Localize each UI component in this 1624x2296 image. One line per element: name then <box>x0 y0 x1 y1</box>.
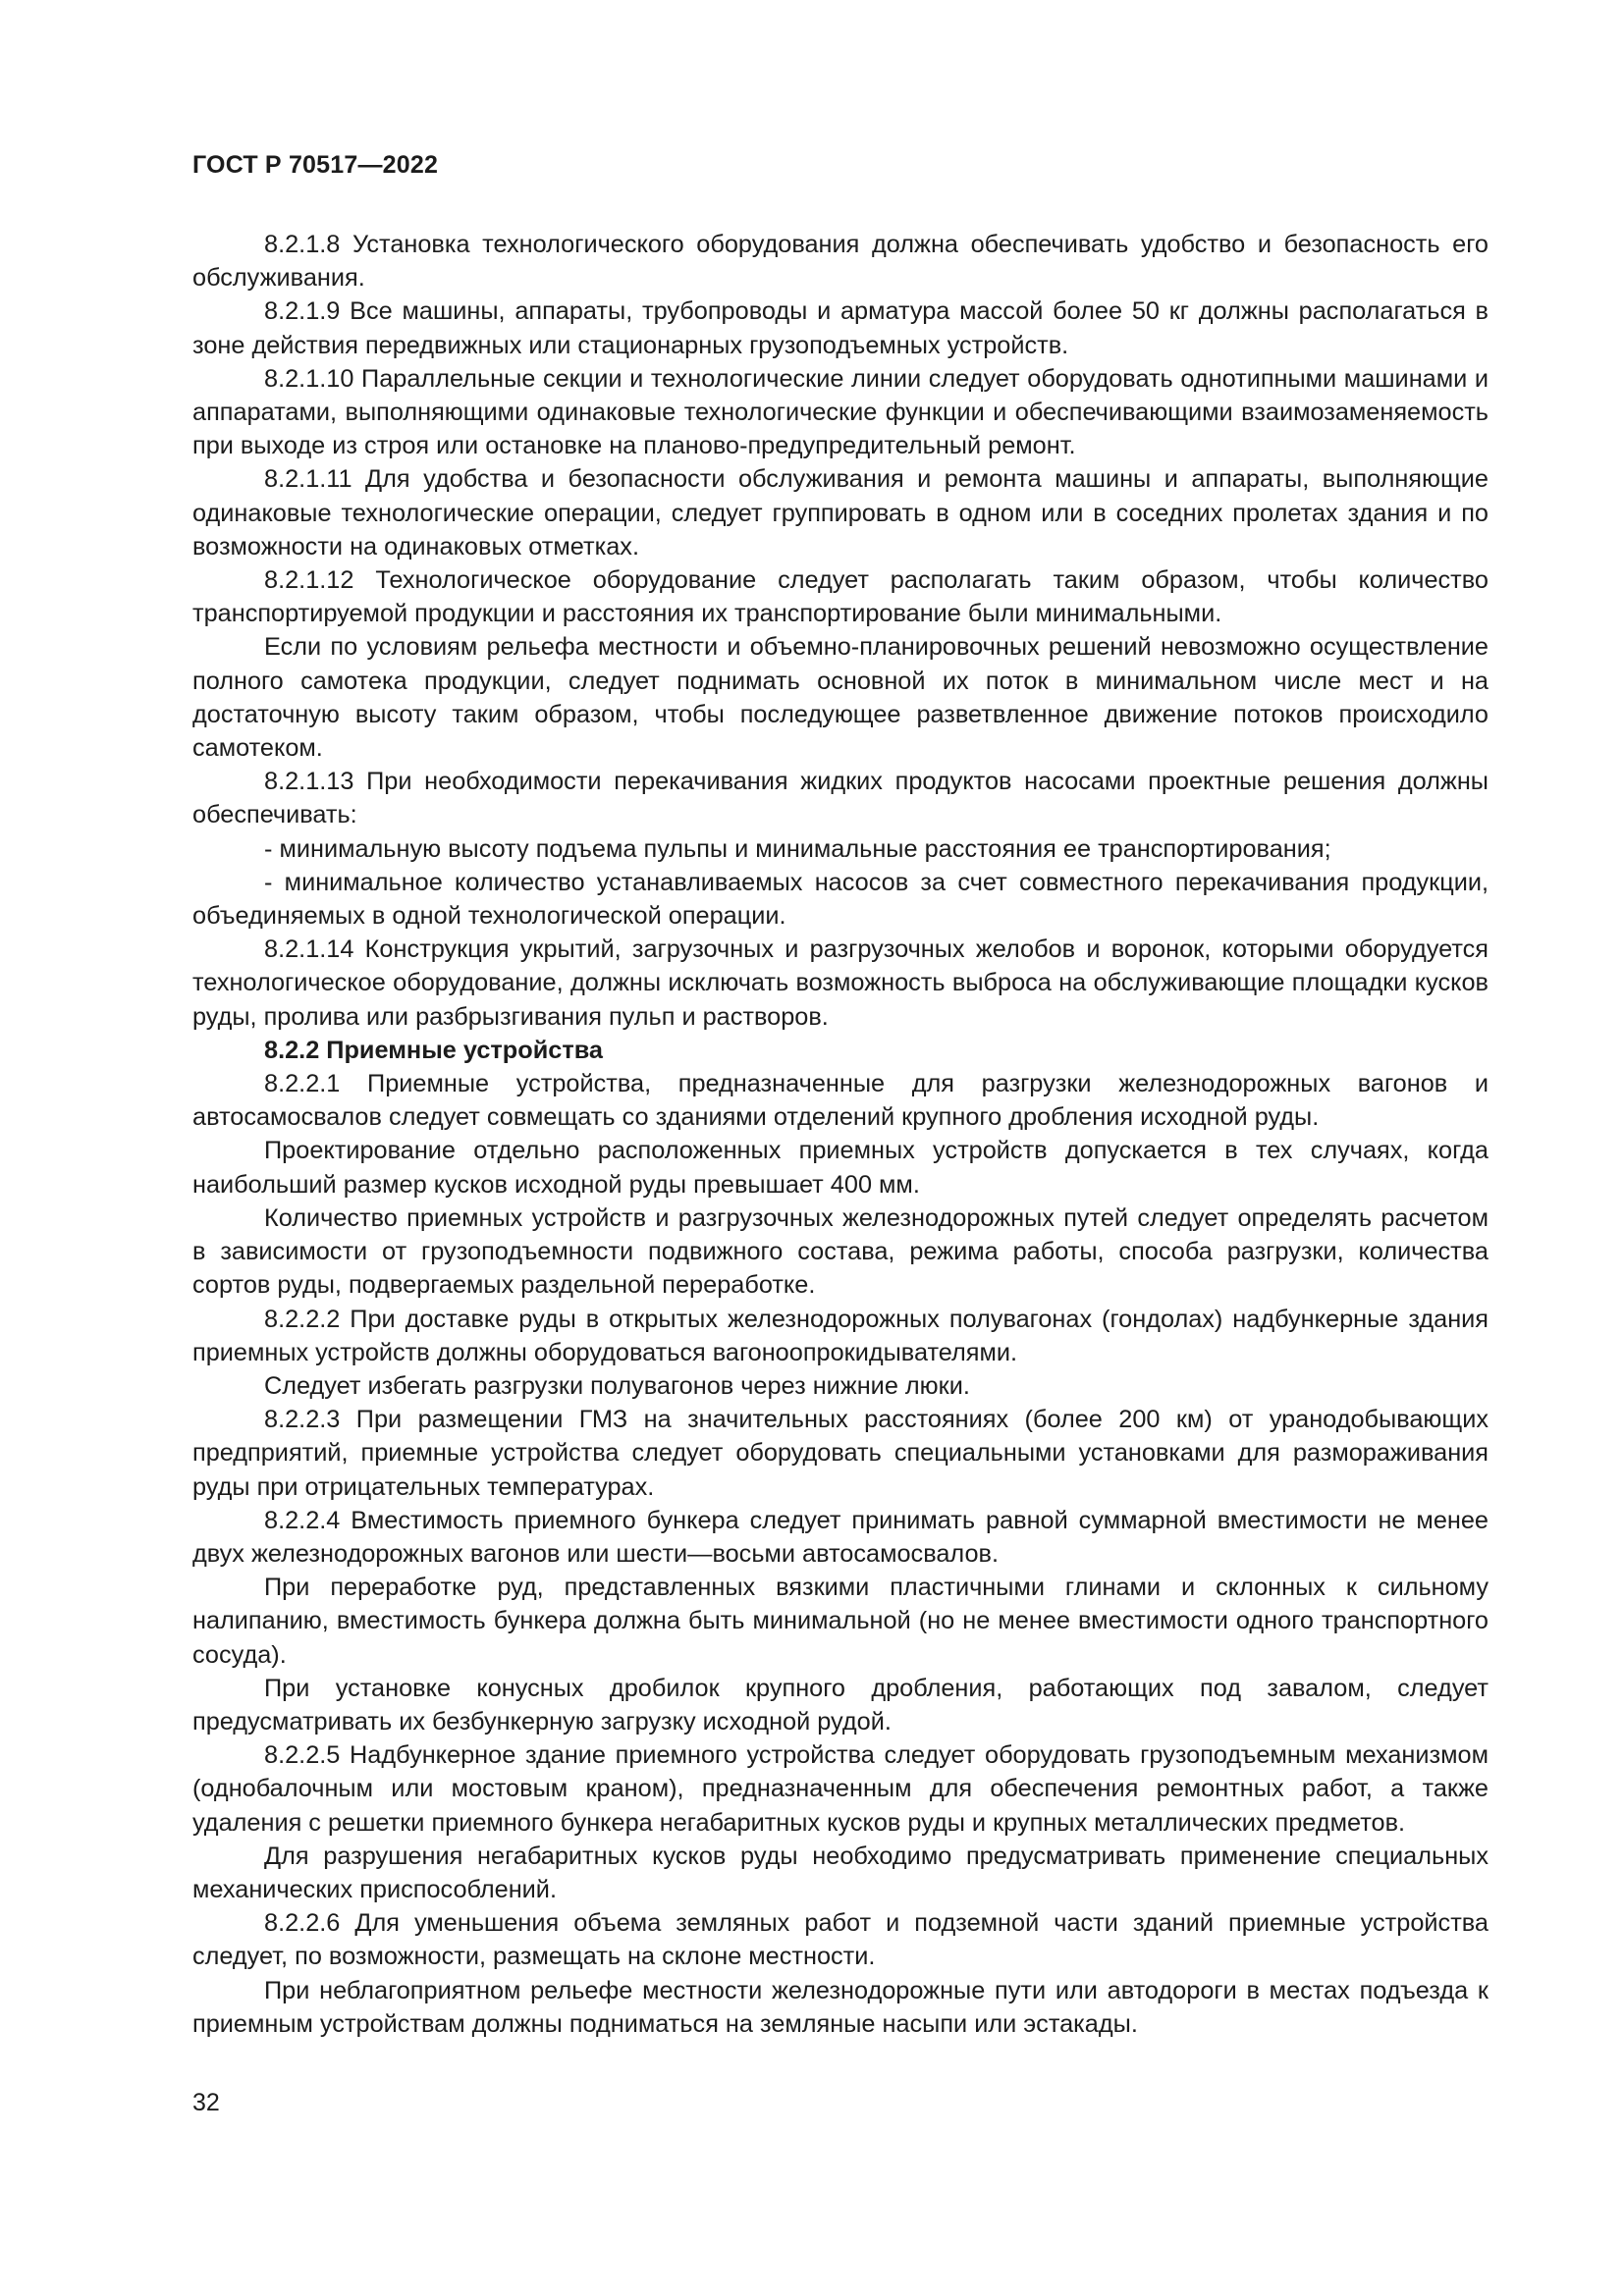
paragraph: 8.2.1.13 При необходимости перекачивания жидких продуктов насосами проектные решения должны обеспечивать: <box>192 768 1489 829</box>
paragraph: - минимальную высоту подъема пульпы и минимальные расстояния ее транспортирования; <box>264 834 1331 863</box>
paragraph: Если по условиям рельефа местности и объемно-планировочных решений невозможно осуществление полного самотека продукции, следует поднимать основной их поток в минимальном числе мест и на достаточную высоту таким образом, чтобы последующее разветвленное движение потоков происходило самотеком. <box>192 633 1489 763</box>
paragraph: 8.2.2.5 Надбункерное здание приемного устройства следует оборудовать грузоподъемным механизмом (однобалочным или мостовым краном), предназначенным для обеспечения ремонтных работ, а также удаления с решетки приемного бункера негабаритных кусков руды и крупных металлических предметов. <box>192 1741 1489 1837</box>
section-heading: 8.2.2 Приемные устройства <box>264 1036 604 1064</box>
paragraph: 8.2.1.12 Технологическое оборудование следует располагать таким образом, чтобы количество транспортируемой продукции и расстояния их транспортирование были минимальными. <box>192 566 1489 628</box>
paragraph: 8.2.2.3 При размещении ГМЗ на значительных расстояниях (более 200 км) от уранодобывающих предприятий, приемные устройства следует оборудовать специальными установками для размораживания руды при отрицательных температурах. <box>192 1406 1489 1501</box>
paragraph: Следует избегать разгрузки полувагонов через нижние люки. <box>264 1371 970 1400</box>
paragraph: Проектирование отдельно расположенных приемных устройств допускается в тех случаях, когда наибольший размер кусков исходной руды превышает 400 мм. <box>192 1137 1489 1199</box>
paragraph: 8.2.1.8 Установка технологического оборудования должна обеспечивать удобство и безопасность его обслуживания. <box>192 231 1489 293</box>
document-header: ГОСТ Р 70517—2022 <box>192 151 439 179</box>
paragraph: 8.2.2.2 При доставке руды в открытых железнодорожных полувагонах (гондолах) надбункерные здания приемных устройств должны оборудоваться вагоноопрокидывателями. <box>192 1305 1489 1366</box>
document-body <box>192 228 1489 2041</box>
paragraph: - минимальное количество устанавливаемых насосов за счет совместного перекачивания продукции, объединяемых в одной технологической операции. <box>192 868 1489 931</box>
paragraph: При неблагоприятном рельефе местности железнодорожные пути или автодороги в местах подъезда к приемным устройствам должны подниматься на земляные насыпи или эстакады. <box>192 1976 1489 2038</box>
paragraph: 8.2.2.6 Для уменьшения объема земляных работ и подземной части зданий приемные устройства следует, по возможности, размещать на склоне местности. <box>192 1909 1489 1971</box>
paragraph: 8.2.1.14 Конструкция укрытий, загрузочных и разгрузочных желобов и воронок, которыми оборудуется технологическое оборудование, должны исключать возможность выброса на обслуживающие площадки кусков руды, пролива или разбрызгивания пульп и растворов. <box>192 935 1489 1031</box>
paragraph: При переработке руд, представленных вязкими пластичными глинами и склонных к сильному налипанию, вместимость бункера должна быть минимальной (но не менее вместимости одного транспортного сосуда). <box>192 1574 1489 1669</box>
paragraph: 8.2.1.11 Для удобства и безопасности обслуживания и ремонта машины и аппараты, выполняющие одинаковые технологические операции, следует группировать в одном или в соседних пролетах здания и по возможности на одинаковых отметках. <box>192 465 1489 561</box>
paragraph: 8.2.1.10 Параллельные секции и технологические линии следует оборудовать однотипными машинами и аппаратами, выполняющими одинаковые технологические функции и обеспечивающими взаимозаменяемость при выходе из строя или остановке на планово-предупредительный ремонт. <box>192 364 1489 460</box>
paragraph: Количество приемных устройств и разгрузочных железнодорожных путей следует определять расчетом в зависимости от грузоподъемности подвижного состава, режима работы, способа разгрузки, количества сортов руды, подвергаемых раздельной переработке. <box>192 1203 1489 1300</box>
paragraph: 8.2.1.9 Все машины, аппараты, трубопроводы и арматура массой более 50 кг должны располагаться в зоне действия передвижных или стационарных грузоподъемных устройств. <box>192 297 1489 359</box>
paragraph: 8.2.2.4 Вместимость приемного бункера следует принимать равной суммарной вместимости не менее двух железнодорожных вагонов или шести—восьми автосамосвалов. <box>192 1506 1489 1568</box>
page-number: 32 <box>192 2089 220 2116</box>
paragraph: При установке конусных дробилок крупного дробления, работающих под завалом, следует предусматривать их безбункерную загрузку исходной рудой. <box>192 1674 1489 1735</box>
paragraph: Для разрушения негабаритных кусков руды необходимо предусматривать применение специальных механических приспособлений. <box>192 1842 1489 1903</box>
paragraph: 8.2.2.1 Приемные устройства, предназначенные для разгрузки железнодорожных вагонов и автосамосвалов следует совмещать со зданиями отделений крупного дробления исходной руды. <box>192 1070 1489 1132</box>
